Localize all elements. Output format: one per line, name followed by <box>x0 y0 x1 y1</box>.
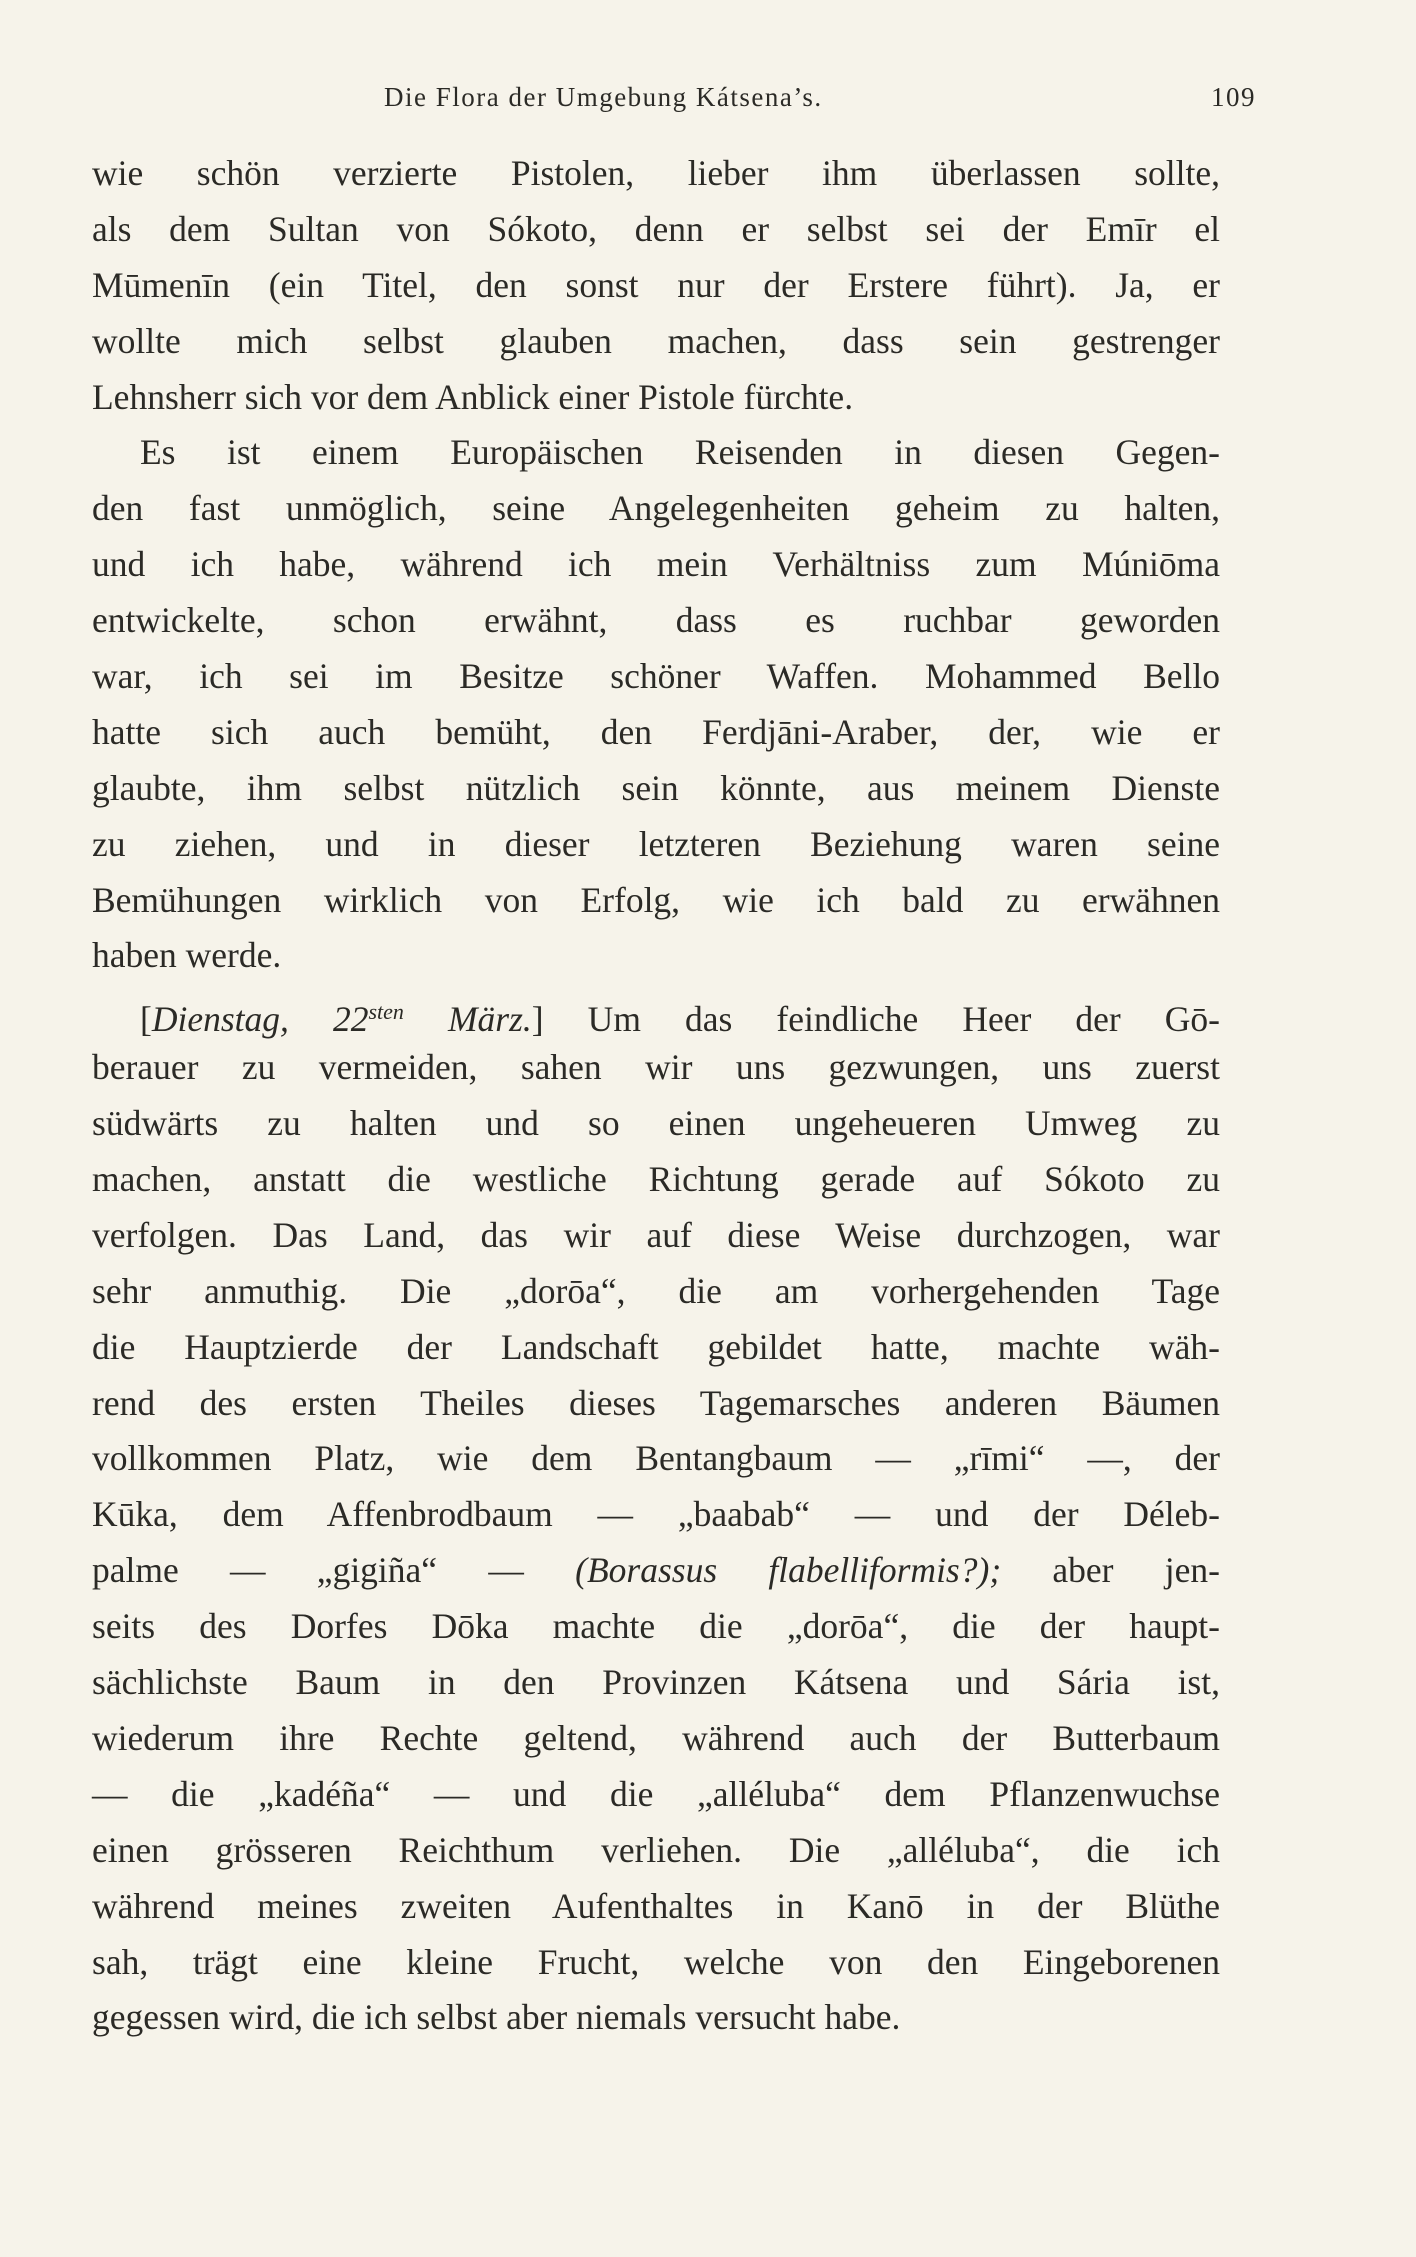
text-line: südwärts zu halten und so einen ungeheueren Umweg zu <box>92 1103 1220 1144</box>
text-line: Lehnsherr sich vor dem Anblick einer Pistole fürchte. <box>92 376 854 417</box>
text-line: berauer zu vermeiden, sahen wir uns gezwungen, uns zuerst <box>92 1047 1220 1088</box>
text-line: sah, trägt eine kleine Frucht, welche von den Eingeborenen <box>92 1941 1220 1982</box>
text-line: einen grösseren Reichthum verliehen. Die „alléluba“, die ich <box>92 1829 1220 1870</box>
text-line: zu ziehen, und in dieser letzteren Beziehung waren seine <box>92 823 1220 864</box>
text-line: Kūka, dem Affenbrodbaum — „baabab“ — und der Déleb- <box>92 1494 1220 1535</box>
body-text <box>92 146 1220 2046</box>
text-line: entwickelte, schon erwähnt, dass es ruchbar geworden <box>92 600 1220 641</box>
running-title: Die Flora der Umgebung Kátsena’s. <box>384 82 823 112</box>
botanical-before: palme — „gigiña“ — <box>92 1550 576 1591</box>
text-line: haben werde. <box>92 935 282 976</box>
page-number: 109 <box>1211 82 1256 112</box>
date-note-rest: Um das feindliche Heer der Gō- <box>543 999 1220 1040</box>
text-line: als dem Sultan von Sókoto, denn er selbst sei der Emīr el <box>92 208 1220 249</box>
text-line: glaubte, ihm selbst nützlich sein könnte, aus meinem Dienste <box>92 767 1220 808</box>
text-line: und ich habe, während ich mein Verhältniss zum Múniōma <box>92 544 1220 585</box>
text-line: war, ich sei im Besitze schöner Waffen. Mohammed Bello <box>92 656 1220 697</box>
botanical-line <box>92 1543 1220 1599</box>
text-line: die Hauptzierde der Landschaft gebildet hatte, machte wäh- <box>92 1326 1220 1367</box>
date-month: März. <box>403 999 532 1040</box>
date-open-bracket: [ <box>140 999 152 1040</box>
text-line: Es ist einem Europäischen Reisenden in diesen Gegen- <box>140 432 1220 473</box>
text-line: seits des Dorfes Dōka machte die „dorōa“, die der haupt- <box>92 1606 1220 1647</box>
text-line: vollkommen Platz, wie dem Bentangbaum — „rīmi“ —, der <box>92 1438 1220 1479</box>
running-head <box>384 82 1256 126</box>
text-line: Mūmenīn (ein Titel, den sonst nur der Erstere führt). Ja, er <box>92 264 1220 305</box>
text-line: während meines zweiten Aufenthaltes in Kanō in der Blüthe <box>92 1885 1220 1926</box>
text-line: machen, anstatt die westliche Richtung gerade auf Sókoto zu <box>92 1159 1220 1200</box>
date-ordinal-suffix: sten <box>368 999 404 1025</box>
date-note-line <box>92 984 1220 1040</box>
text-line: rend des ersten Theiles dieses Tagemarsches anderen Bäumen <box>92 1382 1220 1423</box>
text-line: hatte sich auch bemüht, den Ferdjāni-Araber, der, wie er <box>92 711 1220 752</box>
text-line: Bemühungen wirklich von Erfolg, wie ich bald zu erwähnen <box>92 879 1220 920</box>
date-close-bracket: ] <box>531 999 544 1040</box>
text-line: verfolgen. Das Land, das wir auf diese Weise durchzogen, war <box>92 1214 1220 1255</box>
text-line: gegessen wird, die ich selbst aber niemals versucht habe. <box>92 1997 901 2038</box>
text-line: wiederum ihre Rechte geltend, während auch der Butterbaum <box>92 1717 1220 1758</box>
text-line: — die „kadéña“ — und die „alléluba“ dem Pflanzenwuchse <box>92 1773 1220 1814</box>
text-line: den fast unmöglich, seine Angelegenheiten geheim zu halten, <box>92 488 1220 529</box>
text-line: wollte mich selbst glauben machen, dass sein gestrenger <box>92 320 1220 361</box>
botanical-latin-name: (Borassus flabelliformis?); <box>575 1550 1002 1591</box>
text-line: wie schön verzierte Pistolen, lieber ihm überlassen sollte, <box>92 153 1220 193</box>
date-day: Dienstag, 22 <box>151 999 369 1040</box>
text-line: sehr anmuthig. Die „dorōa“, die am vorhergehenden Tage <box>92 1270 1220 1311</box>
text-line: sächlichste Baum in den Provinzen Kátsena und Sária ist, <box>92 1662 1220 1703</box>
botanical-after: aber jen- <box>1001 1550 1220 1591</box>
